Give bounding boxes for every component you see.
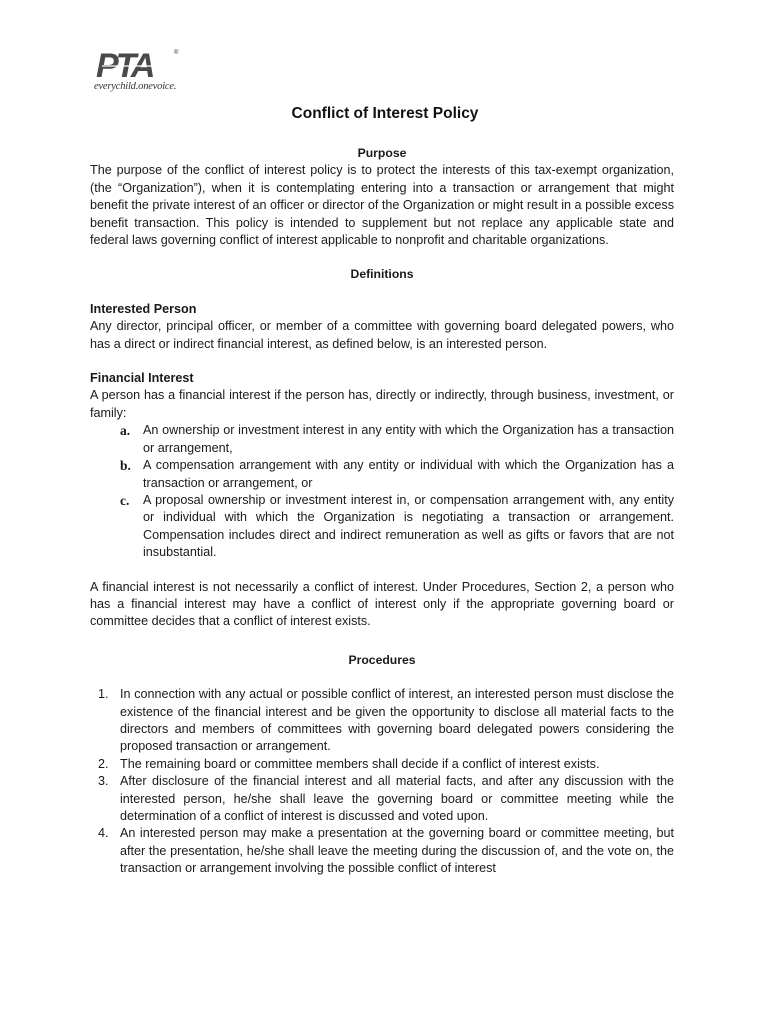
- list-item-text: A proposal ownership or investment interest in, or compensation arrangement with, any entity or individual with which the Organization is negotiating a transaction or arrangement. Compensation includes direct and indirect remuneration as well as gifts or favors that are not insubstantial.: [143, 492, 674, 560]
- list-marker: 2.: [98, 756, 109, 771]
- list-item-text: An interested person may make a presentation at the governing board or committee meeting, but after the presentation, he/she shall leave the meeting during the discussion of, and the vote on, the transaction or arrangement involving the possible conflict of interest: [120, 826, 674, 876]
- financial-interest-list: [90, 422, 674, 561]
- interested-person-text: Any director, principal officer, or member of a committee with governing board delegated powers, who has a direct or indirect financial interest, as defined below, is an interested person.: [90, 319, 674, 351]
- list-item-text: An ownership or investment interest in any entity with which the Organization has a transaction or arrangement,: [143, 423, 674, 455]
- list-item: [90, 492, 674, 562]
- list-item: [90, 457, 674, 492]
- list-item-text: The remaining board or committee members shall decide if a conflict of interest exists.: [120, 756, 600, 771]
- pta-logo-letters: PTA: [96, 48, 153, 82]
- list-item-text: After disclosure of the financial interest and all material facts, and after any discussion with the interested person, he/she shall leave the governing board or committee meeting while the determination of a conflict of interest is discussed and voted upon.: [120, 774, 674, 823]
- list-marker: 1.: [98, 687, 109, 702]
- interested-person-heading: Interested Person: [90, 301, 197, 316]
- pta-logo: [94, 48, 194, 96]
- list-marker: b.: [120, 458, 131, 474]
- list-item: [90, 773, 674, 825]
- logo-tagline: everychild.onevoice.: [94, 81, 177, 92]
- list-item: [90, 825, 674, 877]
- procedures-heading: Procedures: [348, 652, 416, 667]
- financial-interest-intro: A person has a financial interest if the person has, directly or indirectly, through business, investment, or family:: [90, 388, 674, 420]
- pta-logo-mark: [94, 48, 180, 82]
- document-body: [90, 145, 674, 878]
- list-item: [90, 422, 674, 457]
- purpose-heading: Purpose: [357, 146, 407, 160]
- list-item-text: In connection with any actual or possible conflict of interest, an interested person must disclose the existence of the financial interest and be given the opportunity to disclose all material facts to the directors and members of committees with governing board delegated powers considering the proposed transaction or arrangement.: [120, 687, 674, 754]
- page-title: Conflict of Interest Policy: [291, 105, 479, 122]
- definitions-heading: Definitions: [350, 267, 414, 282]
- procedures-list: [90, 686, 674, 877]
- financial-interest-note: A financial interest is not necessarily a conflict of interest. Under Procedures, Section 2, a person who has a financial interest may have a conflict of interest only if the appropriate governing board or committee decides that a conflict of interest exists.: [90, 579, 674, 629]
- financial-interest-heading: Financial Interest: [90, 371, 194, 386]
- list-item: [90, 756, 674, 773]
- list-item-text: A compensation arrangement with any entity or individual with which the Organization has a transaction or arrangement, or: [143, 458, 674, 490]
- list-marker: 4.: [98, 826, 109, 841]
- list-item: [90, 686, 674, 756]
- registered-mark: ®: [174, 50, 179, 56]
- list-marker: a.: [120, 423, 131, 439]
- purpose-text: The purpose of the conflict of interest policy is to protect the interests of this tax-exempt organization, (the “Organization”), when it is contemplating entering into a transaction or arrangement that might benefit the private interest of an officer or director of the Organization or might result in a possible excess benefit transaction. This policy is intended to supplement but not replace any applicable state and federal laws governing conflict of interest applicable to nonprofit and charitable organizations.: [90, 163, 674, 248]
- list-marker: 3.: [98, 774, 109, 789]
- list-marker: c.: [120, 492, 130, 508]
